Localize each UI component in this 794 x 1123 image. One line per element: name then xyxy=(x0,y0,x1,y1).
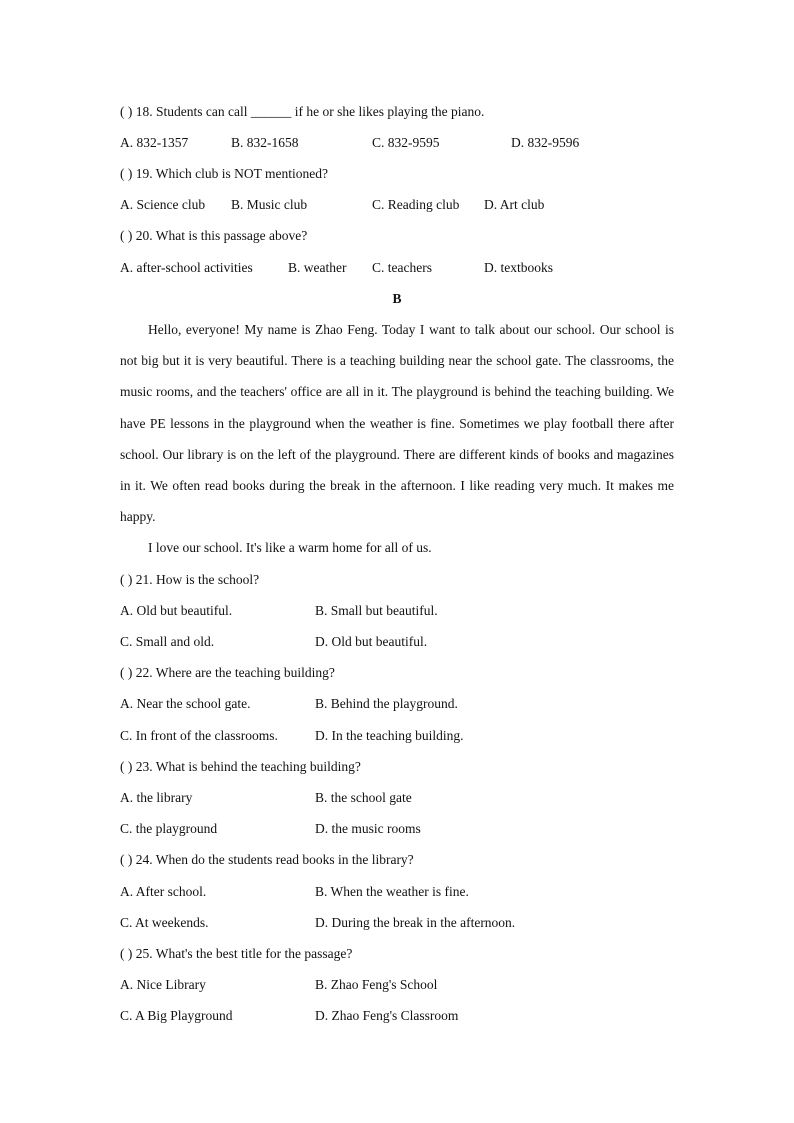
question-25-option-d: D. Zhao Feng's Classroom xyxy=(315,1008,459,1023)
question-18-option-c: C. 832-9595 xyxy=(372,135,440,150)
question-19-option-c: C. Reading club xyxy=(372,197,460,212)
question-21-option-b: B. Small but beautiful. xyxy=(315,603,438,618)
passage-paragraph-1: Hello, everyone! My name is Zhao Feng. Today I want to talk about our school. Our school is not big but it is very beautiful. There is a teaching building near the school gate. The classrooms, the music rooms, and the teachers' office are all in it. The playground is behind the teaching building. We have PE lessons in the playground when the weather is fine. Sometimes we play football there after school. Our library is on the left of the playground. There are different kinds of books and magazines in it. We often read books during the break in the afternoon. I like reading very much. It makes me happy. xyxy=(120,322,674,525)
question-19-option-d: D. Art club xyxy=(484,197,545,212)
question-20-option-d: D. textbooks xyxy=(484,260,553,275)
question-23-stem: ( ) 23. What is behind the teaching building? xyxy=(120,759,361,774)
passage-paragraph-2: I love our school. It's like a warm home for all of us. xyxy=(148,540,432,556)
question-21-option-a: A. Old but beautiful. xyxy=(120,603,233,618)
question-20-option-b: B. weather xyxy=(288,260,347,275)
question-21-option-d: D. Old but beautiful. xyxy=(315,634,428,649)
question-25-option-a: A. Nice Library xyxy=(120,977,206,992)
question-21-stem: ( ) 21. How is the school? xyxy=(120,572,260,587)
question-25-stem: ( ) 25. What's the best title for the passage? xyxy=(120,946,353,961)
question-19-option-a: A. Science club xyxy=(120,197,206,212)
question-24-option-b: B. When the weather is fine. xyxy=(315,884,469,899)
question-22-option-b: B. Behind the playground. xyxy=(315,696,458,711)
question-23-option-c: C. the playground xyxy=(120,821,218,836)
question-19-stem: ( ) 19. Which club is NOT mentioned? xyxy=(120,166,328,181)
question-24-option-a: A. After school. xyxy=(120,884,207,899)
question-23-option-d: D. the music rooms xyxy=(315,821,421,836)
question-18-option-d: D. 832-9596 xyxy=(511,135,580,150)
passage xyxy=(120,314,674,564)
question-20-option-a: A. after-school activities xyxy=(120,260,253,275)
question-19-option-b: B. Music club xyxy=(231,197,308,212)
question-23-option-a: A. the library xyxy=(120,790,193,805)
question-22-option-c: C. In front of the classrooms. xyxy=(120,728,278,743)
question-18-stem: ( ) 18. Students can call ______ if he or she likes playing the piano. xyxy=(120,104,485,119)
question-22-option-a: A. Near the school gate. xyxy=(120,696,251,711)
question-20-option-c: C. teachers xyxy=(372,260,432,275)
question-25-option-b: B. Zhao Feng's School xyxy=(315,977,438,992)
question-22-option-d: D. In the teaching building. xyxy=(315,728,464,743)
question-25-option-c: C. A Big Playground xyxy=(120,1008,233,1023)
question-24-option-c: C. At weekends. xyxy=(120,915,209,930)
section-b-title: B xyxy=(392,291,402,306)
question-18-option-b: B. 832-1658 xyxy=(231,135,299,150)
question-22-stem: ( ) 22. Where are the teaching building? xyxy=(120,665,335,680)
question-21-option-c: C. Small and old. xyxy=(120,634,215,649)
question-20-stem: ( ) 20. What is this passage above? xyxy=(120,228,308,243)
question-23-option-b: B. the school gate xyxy=(315,790,412,805)
question-18-option-a: A. 832-1357 xyxy=(120,135,189,150)
question-24-option-d: D. During the break in the afternoon. xyxy=(315,915,516,930)
question-24-stem: ( ) 24. When do the students read books in the library? xyxy=(120,852,414,867)
